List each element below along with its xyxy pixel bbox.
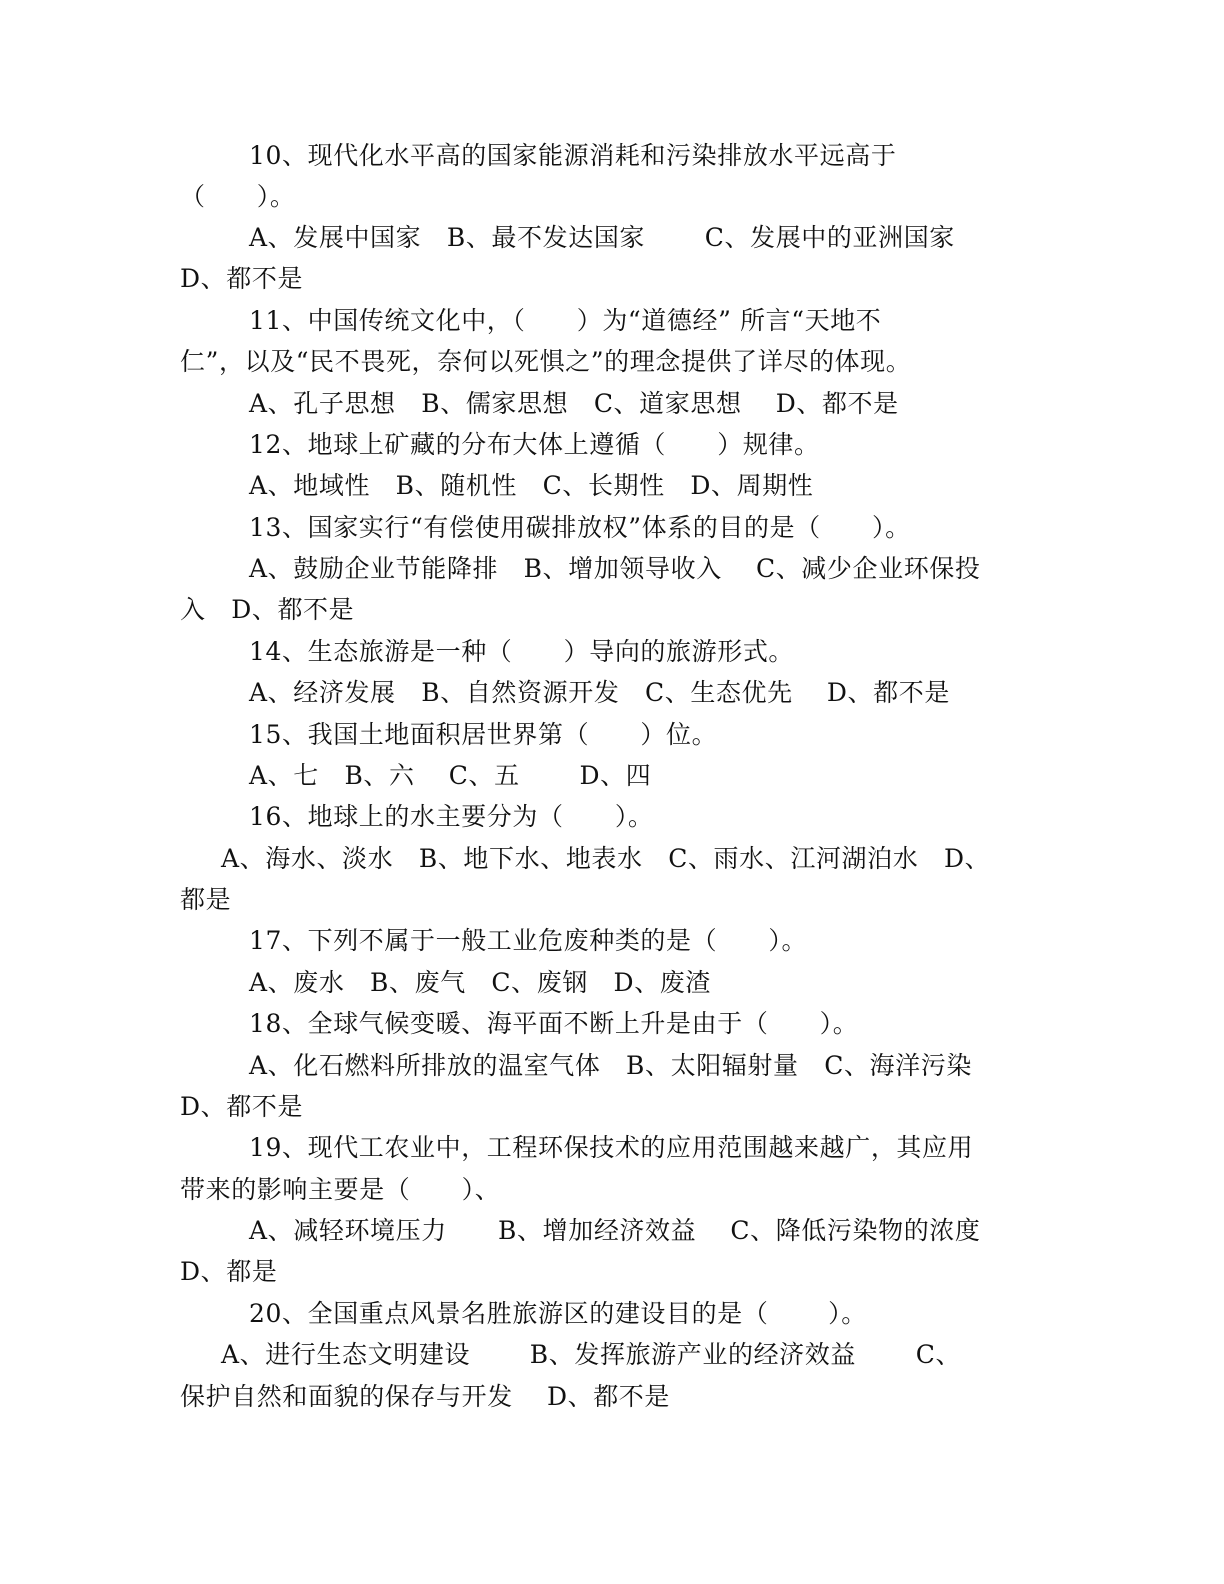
question-20-stem: 20、全国重点风景名胜旅游区的建设目的是（ ）。 — [249, 1299, 867, 1328]
question-17-stem: 17、下列不属于一般工业危废种类的是（ ）。 — [249, 926, 808, 955]
question-20-options-cont: 保护自然和面貌的保存与开发 D、都不是 — [180, 1382, 670, 1411]
question-17-options: A、废水 B、废气 C、废钢 D、废渣 — [249, 968, 711, 997]
question-13-stem: 13、国家实行“有偿使用碳排放权”体系的目的是（ ）。 — [249, 513, 911, 542]
question-13-options: A、鼓励企业节能降排 B、增加领导收入 C、减少企业环保投 — [249, 554, 981, 583]
question-10-options-cont: D、都不是 — [180, 264, 304, 293]
question-14-options: A、经济发展 B、自然资源开发 C、生态优先 D、都不是 — [249, 678, 950, 707]
question-10-stem: 10、现代化水平高的国家能源消耗和污染排放水平远高于 — [249, 141, 897, 170]
question-15-stem: 15、我国土地面积居世界第（ ）位。 — [249, 720, 718, 749]
question-16-options-cont: 都是 — [180, 885, 232, 914]
question-19-options-cont: D、都是 — [180, 1257, 278, 1286]
question-13-options-cont: 入 D、都不是 — [180, 595, 355, 624]
question-19-stem: 19、现代工农业中，工程环保技术的应用范围越来越广，其应用 — [249, 1133, 974, 1162]
question-16-stem: 16、地球上的水主要分为（ ）。 — [249, 802, 654, 831]
question-19-options: A、减轻环境压力 B、增加经济效益 C、降低污染物的浓度 — [249, 1216, 981, 1245]
question-14-stem: 14、生态旅游是一种（ ）导向的旅游形式。 — [249, 637, 795, 666]
question-11-stem-cont: 仁”，以及“民不畏死，奈何以死惧之”的理念提供了详尽的体现。 — [180, 347, 912, 376]
question-18-options-cont: D、都不是 — [180, 1092, 304, 1121]
question-11-stem: 11、中国传统文化中，（ ）为“道德经” 所言“天地不 — [249, 306, 882, 335]
question-12-stem: 12、地球上矿藏的分布大体上遵循（ ）规律。 — [249, 430, 820, 459]
question-15-options: A、七 B、六 C、五 D、四 — [249, 761, 652, 790]
question-11-options: A、孔子思想 B、儒家思想 C、道家思想 D、都不是 — [249, 389, 899, 418]
question-10-options: A、发展中国家 B、最不发达国家 C、发展中的亚洲国家 — [249, 223, 955, 252]
question-10-stem-cont: （ ）。 — [180, 182, 296, 211]
question-12-options: A、地域性 B、随机性 C、长期性 D、周期性 — [249, 471, 814, 500]
question-16-options: A、海水、淡水 B、地下水、地表水 C、雨水、江河湖泊水 D、 — [221, 844, 991, 873]
question-18-stem: 18、全球气候变暖、海平面不断上升是由于（ ）。 — [249, 1009, 859, 1038]
question-18-options: A、化石燃料所排放的温室气体 B、太阳辐射量 C、海洋污染 — [249, 1051, 972, 1080]
question-20-options: A、进行生态文明建设 B、发挥旅游产业的经济效益 C、 — [221, 1340, 962, 1369]
question-19-stem-cont: 带来的影响主要是（ ）、 — [180, 1175, 501, 1204]
